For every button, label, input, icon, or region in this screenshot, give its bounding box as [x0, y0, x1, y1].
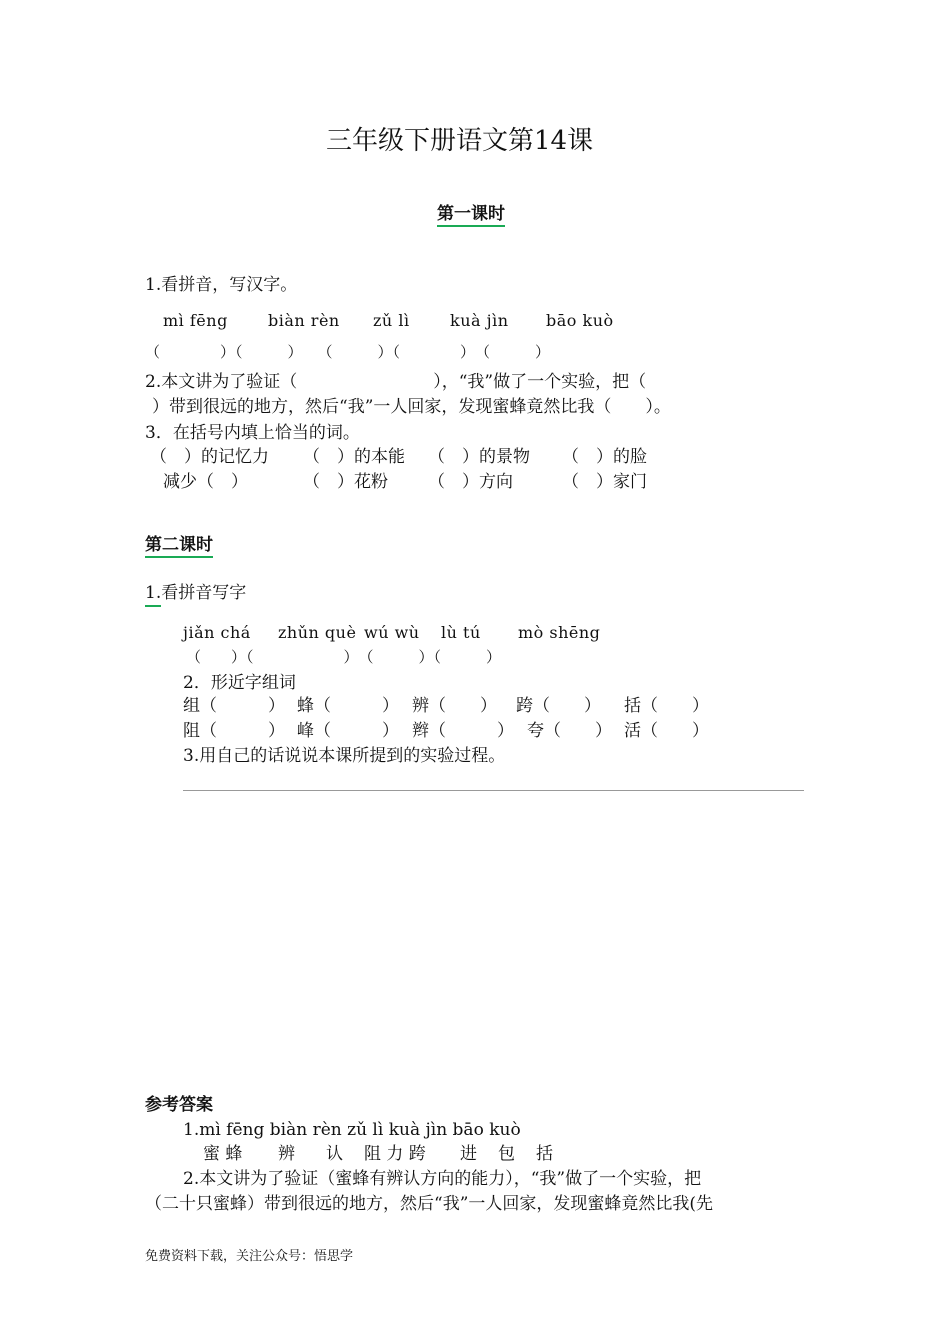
lesson1-q3: 3．在括号内填上恰当的词。 — [145, 423, 360, 443]
lesson1-q3-r1-c2: （ ）的本能 — [303, 447, 405, 467]
lesson1-pinyin-5: bāo kuò — [546, 311, 614, 330]
answers-line1: 1.mì fēng biàn rèn zǔ lì kuà jìn bāo kuò — [183, 1120, 521, 1140]
lesson2-q2-r2-c5: 活（ ） — [624, 721, 709, 741]
lesson1-q3-r1-c1: （ ）的记忆力 — [150, 447, 269, 467]
lesson2-q2-r2-c1: 阻（ ） — [183, 721, 285, 741]
lesson1-q3-r2-c3: （ ）方向 — [428, 472, 513, 492]
answers-word-1: 蜜 蜂 — [203, 1144, 243, 1164]
lesson2-q2-r1-c5: 括（ ） — [624, 696, 709, 716]
answer-line — [183, 790, 804, 791]
lesson2-pinyin-3: wú wù — [364, 623, 420, 642]
answers-word-4: 阻 力 跨 — [364, 1144, 426, 1164]
answers-word-2: 辨 — [278, 1144, 295, 1164]
lesson1-pinyin-4: kuà jìn — [450, 311, 509, 330]
lesson1-q3-r2-c4: （ ）家门 — [562, 472, 647, 492]
lesson2-q1-text: 看拼音写字 — [161, 583, 247, 603]
lesson1-pinyin-2: biàn rèn — [268, 311, 340, 330]
lesson1-q3-r1-c4: （ ）的脸 — [562, 447, 647, 467]
lesson2-q2: 2．形近字组词 — [183, 673, 296, 693]
answers-line4: （二十只蜜蜂）带到很远的地方，然后“我”一人回家，发现蜜蜂竟然比我(先 — [145, 1194, 714, 1214]
lesson1-q3-r1-c3: （ ）的景物 — [428, 447, 530, 467]
lesson2-q1 — [145, 585, 246, 602]
lesson1-answer-brackets: （ ）（ ） （ ）（ ） （ ） — [145, 343, 551, 361]
lesson2-q2-r1-c4: 跨（ ） — [516, 696, 601, 716]
lesson1-q3-r2-c1: 减少（ ） — [163, 472, 248, 492]
answers-line3: 2.本文讲为了验证（蜜蜂有辨认方向的能力），“我”做了一个实验，把 — [183, 1169, 702, 1189]
footer-note: 免费资料下载，关注公众号：悟思学 — [145, 1249, 354, 1264]
lesson2-pinyin-5: mò shēng — [518, 623, 601, 642]
lesson2-pinyin-4: lù tú — [441, 623, 481, 642]
lesson2-q2-r1-c3: 辨（ ） — [412, 696, 497, 716]
answers-word-6: 包 — [498, 1144, 515, 1164]
lesson2-q2-r1-c1: 组（ ） — [183, 696, 285, 716]
lesson2-q2-r2-c4: 夸（ ） — [527, 721, 612, 741]
lesson2-q2-r2-c2: 峰（ ） — [297, 721, 399, 741]
lesson1-pinyin-1: mì fēng — [163, 311, 228, 330]
lesson1-q2-line2: ）带到很远的地方，然后“我”一人回家，发现蜜蜂竟然比我（ ）。 — [152, 397, 671, 417]
lesson1-pinyin-3: zǔ lì — [373, 311, 410, 330]
lesson2-q2-r1-c2: 蜂（ ） — [297, 696, 399, 716]
lesson1-heading: 第一课时 — [437, 206, 505, 227]
answers-heading: 参考答案 — [145, 1095, 213, 1115]
answers-word-5: 进 — [460, 1144, 477, 1164]
lesson1-q2-line1: 2.本文讲为了验证（ ），“我”做了一个实验，把（ — [145, 372, 647, 392]
page-title: 三年级下册语文第14课 — [326, 126, 594, 156]
lesson2-heading: 第二课时 — [145, 537, 213, 558]
lesson1-q1: 1.看拼音，写汉字。 — [145, 275, 298, 295]
answers-word-7: 括 — [536, 1144, 553, 1164]
lesson2-answer-brackets: （ ）（ ） （ ）（ ） — [186, 648, 502, 666]
lesson2-q2-r2-c3: 辫（ ） — [412, 721, 514, 741]
lesson1-q3-r2-c2: （ ）花粉 — [303, 472, 388, 492]
answers-word-3: 认 — [326, 1144, 343, 1164]
lesson2-q1-number: 1. — [145, 583, 161, 607]
lesson2-pinyin-2: zhǔn què — [278, 623, 357, 642]
lesson2-pinyin-1: jiǎn chá — [183, 623, 251, 642]
lesson2-q3: 3.用自己的话说说本课所提到的实验过程。 — [183, 746, 506, 766]
